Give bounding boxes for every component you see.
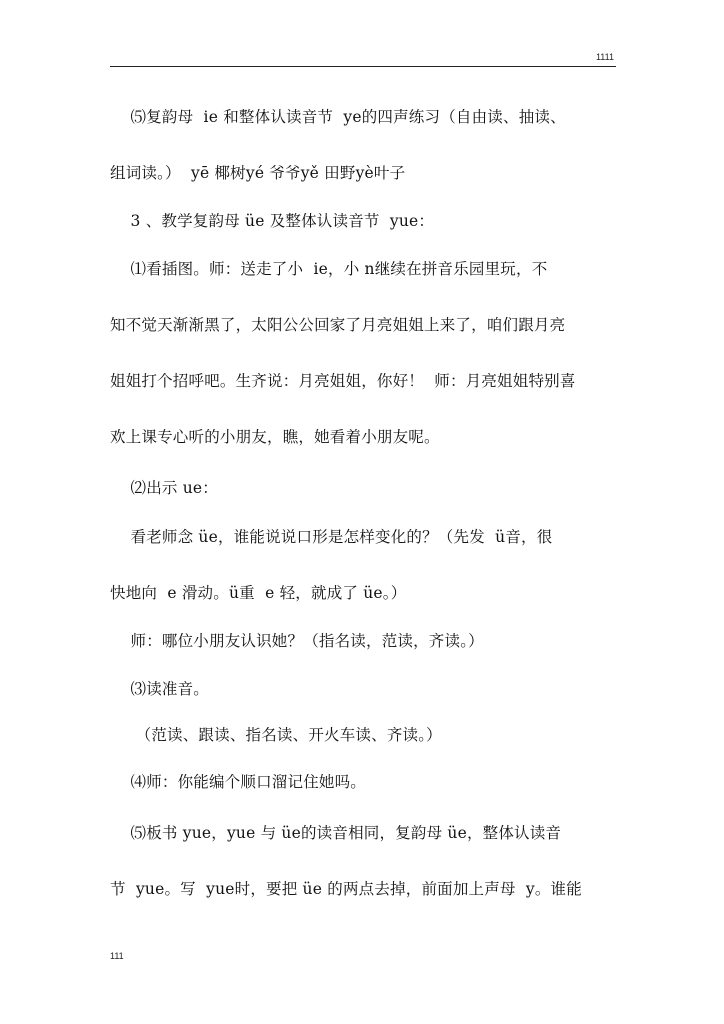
text-line: 欢上课专心听的小朋友，瞧，她看着小朋友呢。 xyxy=(110,428,440,446)
text-line: ⑸板书 yue，yue 与 üe的读音相同，复韵母 üe，整体认读音 xyxy=(110,824,562,842)
text-line: ⑵出示 ue： xyxy=(110,479,218,497)
text-line: 3 、教学复韵母 üe 及整体认读音节 yue： xyxy=(110,212,435,230)
footer-page-number: 111 xyxy=(110,951,124,961)
header-rule xyxy=(110,66,616,67)
text-line: ⑷师：你能编个顺口溜记住她吗。 xyxy=(110,773,367,791)
text-line: （范读、跟读、指名读、开火车读、齐读。） xyxy=(110,726,442,744)
text-line: ⑶读准音。 xyxy=(110,680,210,698)
text-line: 姐姐打个招呼吧。生齐说：月亮姐姐，你好！ 师：月亮姐姐特别喜 xyxy=(110,372,576,390)
header-page-number: 1111 xyxy=(595,52,614,62)
text-line: 组词读。） yē 椰树yé 爷爷yě 田野yè叶子 xyxy=(110,164,406,182)
text-line: 师：哪位小朋友认识她？（指名读，范读，齐读。） xyxy=(110,632,484,650)
text-line: ⑴看插图。师：送走了小 ie，小 n继续在拼音乐园里玩，不 xyxy=(110,260,548,278)
text-line: 看老师念 üe，谁能说说口形是怎样变化的？（先发 ü音，很 xyxy=(110,528,553,546)
text-line: ⑸复韵母 ie 和整体认读音节 ye的四声练习（自由读、抽读、 xyxy=(110,108,566,126)
text-line: 知不觉天渐渐黑了，太阳公公回家了月亮姐姐上来了，咱们跟月亮 xyxy=(110,316,566,334)
text-line: 节 yue。写 yue时，要把 üe 的两点去掉，前面加上声母 y。谁能 xyxy=(110,880,582,898)
text-line: 快地向 e 滑动。ü重 e 轻，就成了 üe。） xyxy=(110,584,407,602)
